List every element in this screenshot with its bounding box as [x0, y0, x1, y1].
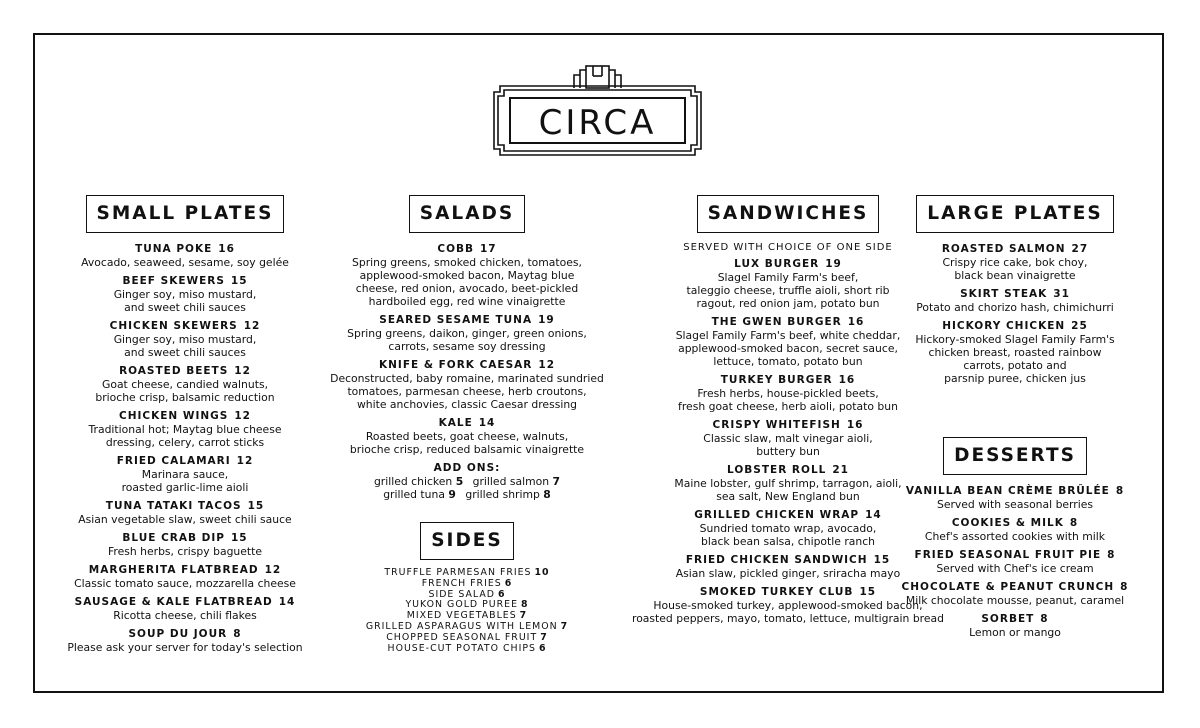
- side-item-price: 6: [504, 577, 513, 589]
- add-on-row: [322, 475, 612, 488]
- menu-item: [880, 243, 1150, 282]
- menu-item-name: LUX BURGER 19: [734, 258, 842, 270]
- logo-frame-icon: [492, 64, 703, 159]
- menu-item: [48, 532, 322, 558]
- add-ons-title: ADD ONS:: [433, 462, 501, 474]
- menu-item-name: TURKEY BURGER 16: [720, 374, 856, 386]
- menu-item-price: 25: [1071, 320, 1088, 332]
- menu-item-description: roasted peppers, mayo, tomato, lettuce, multigrain bread: [632, 612, 944, 625]
- menu-item: [322, 314, 612, 353]
- menu-item-price: 16: [218, 243, 235, 255]
- menu-item-description: applewood-smoked bacon, Maytag blue: [359, 269, 575, 282]
- menu-item-name: CHICKEN WINGS 12: [119, 410, 251, 422]
- menu-item-description: carrots, sesame soy dressing: [388, 340, 546, 353]
- sandwiches-note: SERVED WITH CHOICE OF ONE SIDE: [683, 242, 893, 253]
- menu-item-price: 8: [1120, 581, 1129, 593]
- menu-item-price: 27: [1071, 243, 1089, 255]
- add-ons: [322, 462, 612, 501]
- sandwiches-heading: SANDWICHES: [697, 195, 880, 233]
- menu-item-price: 12: [236, 455, 254, 467]
- menu-item: [48, 243, 322, 269]
- menu-item: [48, 500, 322, 526]
- menu-item-price: 12: [243, 320, 261, 332]
- side-item-price: 10: [534, 567, 550, 578]
- menu-item-name: TUNA TATAKI TACOS 15: [105, 500, 265, 512]
- menu-item-name: GRILLED CHICKEN WRAP 14: [694, 509, 882, 521]
- menu-item-description: Lemon or mango: [969, 626, 1061, 639]
- menu-item-name: THE GWEN BURGER 16: [711, 316, 865, 328]
- menu-item-description: ragout, red onion jam, potato bun: [696, 297, 880, 310]
- menu-item-description: Crispy rice cake, bok choy,: [942, 256, 1088, 269]
- small-plates-heading: SMALL PLATES: [86, 195, 285, 233]
- side-item-price: 6: [538, 642, 547, 654]
- menu-item-name: SKIRT STEAK 31: [960, 288, 1070, 300]
- sides-section: [322, 522, 612, 654]
- menu-item: [322, 359, 612, 411]
- sides-heading: SIDES: [420, 522, 514, 560]
- menu-item-name: CHOCOLATE & PEANUT CRUNCH 8: [901, 581, 1129, 593]
- menu-item-description: taleggio cheese, truffle aioli, short rib: [686, 284, 890, 297]
- side-item: TRUFFLE PARMESAN FRIES 10: [384, 567, 550, 578]
- menu-item-description: Classic tomato sauce, mozzarella cheese: [74, 577, 296, 590]
- menu-item-name: TUNA POKE 16: [135, 243, 235, 255]
- menu-item-description: carrots, potato and: [963, 359, 1067, 372]
- menu-item-price: 17: [480, 243, 497, 255]
- menu-item-price: 15: [859, 586, 877, 598]
- menu-item-description: black bean salsa, chipotle ranch: [700, 535, 876, 548]
- menu-item-description: Ginger soy, miso mustard,: [113, 288, 257, 301]
- menu-item-description: Traditional hot; Maytag blue cheese: [88, 423, 282, 436]
- menu-item-name: LOBSTER ROLL 21: [727, 464, 849, 476]
- menu-item-price: 14: [865, 509, 882, 521]
- menu-item-price: 8: [233, 628, 242, 640]
- side-item: MIXED VEGETABLES 7: [406, 610, 528, 622]
- menu-item-description: Ricotta cheese, chili flakes: [113, 609, 257, 622]
- side-item-price: 7: [560, 620, 569, 632]
- side-item: YUKON GOLD PUREE 8: [405, 599, 529, 611]
- menu-item: [48, 455, 322, 494]
- menu-item-name: SOUP DU JOUR 8: [128, 628, 242, 640]
- menu-item-description: Fresh herbs, crispy baguette: [107, 545, 263, 558]
- menu-item-description: fresh goat cheese, herb aioli, potato bun: [678, 400, 898, 413]
- menu-item-price: 21: [832, 464, 849, 476]
- menu-item-price: 16: [846, 419, 864, 431]
- add-on-row: [322, 488, 612, 501]
- menu-item-price: 31: [1053, 288, 1070, 300]
- menu-item: [48, 628, 322, 654]
- menu-item: [880, 581, 1150, 607]
- menu-item-description: black bean vinaigrette: [954, 269, 1076, 282]
- menu-item-name: SEARED SESAME TUNA 19: [379, 314, 555, 326]
- menu-item-description: Avocado, seaweed, sesame, soy gelée: [81, 256, 289, 269]
- menu-item-description: and sweet chili sauces: [124, 301, 246, 314]
- menu-item-description: Chef's assorted cookies with milk: [924, 530, 1106, 543]
- menu-item-description: Slagel Family Farm's beef,: [717, 271, 859, 284]
- menu-item-price: 15: [873, 554, 891, 566]
- menu-item: [880, 517, 1150, 543]
- add-on-item: grilled shrimp 8: [465, 488, 551, 501]
- menu-item-name: MARGHERITA FLATBREAD 12: [88, 564, 282, 576]
- menu-item: [48, 275, 322, 314]
- menu-item-description: brioche crisp, reduced balsamic vinaigrette: [349, 443, 585, 456]
- menu-item: [48, 365, 322, 404]
- menu-item-description: Marinara sauce,: [141, 468, 229, 481]
- add-on-item: grilled chicken 5: [373, 475, 464, 488]
- menu-item-name: ROASTED SALMON 27: [941, 243, 1089, 255]
- menu-item-description: sea salt, New England bun: [716, 490, 860, 503]
- menu-item: [48, 320, 322, 359]
- menu-item-name: BEEF SKEWERS 15: [122, 275, 248, 287]
- add-on-item: grilled tuna 9: [383, 488, 456, 501]
- menu-item-name: SMOKED TURKEY CLUB 15: [699, 586, 877, 598]
- menu-item: [880, 549, 1150, 575]
- menu-item-price: 12: [234, 365, 251, 377]
- menu-item-price: 16: [847, 316, 865, 328]
- side-item: SIDE SALAD 6: [428, 588, 506, 600]
- menu-item-name: FRIED CALAMARI 12: [116, 455, 254, 467]
- menu-item: [880, 288, 1150, 314]
- menu-item-name: COBB 17: [437, 243, 497, 255]
- menu-item-price: 15: [230, 532, 248, 544]
- menu-item-description: Roasted beets, goat cheese, walnuts,: [365, 430, 569, 443]
- menu-item-description: Served with Chef's ice cream: [936, 562, 1094, 575]
- side-item-price: 6: [497, 588, 506, 600]
- menu-item: [880, 320, 1150, 385]
- menu-item: [322, 243, 612, 308]
- side-item: FRENCH FRIES 6: [421, 577, 513, 589]
- menu-item-price: 14: [478, 417, 496, 429]
- large-plates-section: [880, 195, 1150, 391]
- menu-item-name: CRISPY WHITEFISH 16: [712, 419, 864, 431]
- menu-item-name: SORBET 8: [981, 613, 1049, 625]
- menu-item-description: applewood-smoked bacon, secret sauce,: [678, 342, 898, 355]
- desserts-heading: DESSERTS: [943, 437, 1087, 475]
- menu-item: [48, 596, 322, 622]
- menu-item-description: chicken breast, roasted rainbow: [928, 346, 1102, 359]
- menu-item-description: Ginger soy, miso mustard,: [113, 333, 257, 346]
- menu-item: [48, 564, 322, 590]
- menu-item-description: Asian slaw, pickled ginger, sriracha mayo: [675, 567, 901, 580]
- menu-item-description: buttery bun: [756, 445, 820, 458]
- menu-item-name: FRIED SEASONAL FRUIT PIE 8: [914, 549, 1116, 561]
- menu-item-description: roasted garlic-lime aioli: [121, 481, 249, 494]
- menu-item-name: SAUSAGE & KALE FLATBREAD 14: [74, 596, 296, 608]
- menu-item-description: Deconstructed, baby romaine, marinated sundried: [330, 372, 604, 385]
- menu-item-description: cheese, red onion, avocado, beet-pickled: [355, 282, 579, 295]
- add-on-item: grilled salmon 7: [472, 475, 561, 488]
- menu-item-price: 8: [1069, 517, 1079, 529]
- menu-item-description: lettuce, tomato, potato bun: [713, 355, 863, 368]
- menu-item-description: Milk chocolate mousse, peanut, caramel: [905, 594, 1125, 607]
- menu-item-description: Goat cheese, candied walnuts,: [101, 378, 269, 391]
- menu-item-description: and sweet chili sauces: [124, 346, 246, 359]
- menu-item-description: Served with seasonal berries: [936, 498, 1094, 511]
- logo-text: CIRCA: [538, 103, 657, 143]
- menu-item-price: 14: [278, 596, 296, 608]
- menu-item-description: dressing, celery, carrot sticks: [105, 436, 265, 449]
- side-item-price: 7: [519, 610, 528, 622]
- menu-item-name: BLUE CRAB DIP 15: [122, 532, 248, 544]
- menu-item-description: Please ask your server for today's selection: [67, 641, 303, 654]
- menu-item-description: hardboiled egg, red wine vinaigrette: [368, 295, 566, 308]
- menu-item: [48, 410, 322, 449]
- menu-item-name: CHICKEN SKEWERS 12: [109, 320, 261, 332]
- menu-item-description: Asian vegetable slaw, sweet chili sauce: [78, 513, 292, 526]
- menu-item-description: parsnip puree, chicken jus: [944, 372, 1086, 385]
- menu-item-price: 19: [538, 314, 555, 326]
- side-item: GRILLED ASPARAGUS WITH LEMON 7: [365, 620, 569, 632]
- menu-item-description: Sundried tomato wrap, avocado,: [699, 522, 877, 535]
- menu-item-price: 16: [838, 374, 856, 386]
- salads-section: [322, 195, 612, 501]
- menu-item-name: KALE 14: [438, 417, 496, 429]
- menu-item-price: 8: [1107, 549, 1116, 561]
- menu-item-description: brioche crisp, balsamic reduction: [95, 391, 275, 404]
- menu-item-name: FRIED CHICKEN SANDWICH 15: [685, 554, 891, 566]
- menu-item-name: VANILLA BEAN CRÈME BRÛLÉE 8: [905, 485, 1125, 497]
- menu-item-price: 8: [1115, 485, 1125, 497]
- menu-item-name: COOKIES & MILK 8: [951, 517, 1079, 529]
- menu-item-description: Fresh herbs, house-pickled beets,: [697, 387, 879, 400]
- menu-item-price: 8: [1040, 613, 1049, 625]
- menu-item-name: HICKORY CHICKEN 25: [942, 320, 1088, 332]
- menu-item-price: 12: [264, 564, 282, 576]
- menu-item-description: tomatoes, parmesan cheese, herb croutons,: [347, 385, 587, 398]
- salads-heading: SALADS: [409, 195, 525, 233]
- desserts-section: [880, 437, 1150, 645]
- side-item: CHOPPED SEASONAL FRUIT 7: [386, 631, 548, 643]
- menu-item-description: House-smoked turkey, applewood-smoked bacon,: [653, 599, 923, 612]
- menu-item-price: 15: [230, 275, 248, 287]
- menu-item-price: 12: [234, 410, 251, 422]
- menu-item-description: Slagel Family Farm's beef, white cheddar,: [675, 329, 901, 342]
- menu-item-description: Hickory-smoked Slagel Family Farm's: [915, 333, 1115, 346]
- menu-item-description: Spring greens, daikon, ginger, green onions,: [347, 327, 587, 340]
- menu-item-description: white anchovies, classic Caesar dressing: [356, 398, 578, 411]
- circa-logo: [492, 64, 703, 159]
- side-item-price: 8: [521, 599, 529, 611]
- menu-item: [880, 485, 1150, 511]
- menu-item-description: Potato and chorizo hash, chimichurri: [916, 301, 1114, 314]
- menu-item-price: 19: [825, 258, 842, 270]
- menu-item-price: 15: [247, 500, 265, 512]
- side-item: HOUSE-CUT POTATO CHIPS 6: [387, 642, 547, 654]
- menu-item-description: Spring greens, smoked chicken, tomatoes,: [352, 256, 582, 269]
- menu-item-price: 12: [538, 359, 556, 371]
- menu-item-description: Classic slaw, malt vinegar aioli,: [703, 432, 873, 445]
- menu-item: [880, 613, 1150, 639]
- large-plates-heading: LARGE PLATES: [916, 195, 1113, 233]
- menu-item-name: ROASTED BEETS 12: [119, 365, 251, 377]
- side-item-price: 7: [540, 631, 548, 643]
- small-plates-section: [48, 195, 322, 660]
- menu-item-name: KNIFE & FORK CAESAR 12: [378, 359, 556, 371]
- menu-item-description: Maine lobster, gulf shrimp, tarragon, aioli,: [674, 477, 902, 490]
- menu-item: [322, 417, 612, 456]
